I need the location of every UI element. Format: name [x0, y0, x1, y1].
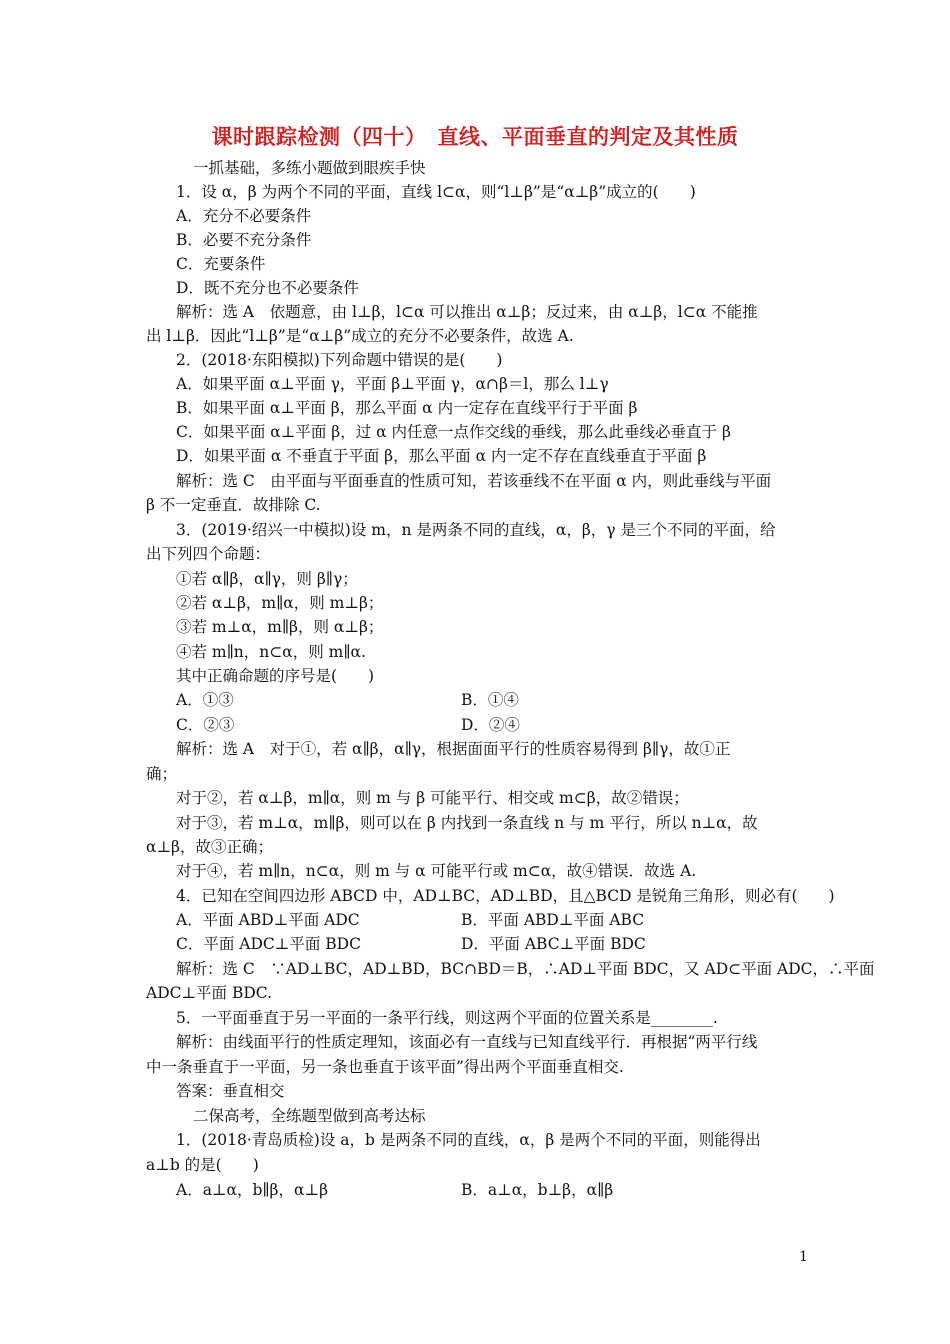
page-title: 课时跟踪检测（四十） 直线、平面垂直的判定及其性质 — [211, 125, 739, 149]
q4-option-c: C．平面 ADC⊥平面 BDC — [176, 935, 361, 953]
q1-analysis-line1: 解析：选 A 依题意，由 l⊥β，l⊂α 可以推出 α⊥β；反过来，由 α⊥β，l⊂α 不能推 — [176, 303, 758, 321]
question-5: 5．一平面垂直于另一平面的一条平行线，则这两个平面的位置关系是________. — [176, 1009, 718, 1027]
q3-analysis-line3: 对于②，若 α⊥β，m∥α，则 m 与 β 可能平行、相交或 m⊂β，故②错误； — [176, 789, 689, 807]
q3-option-b: B．①④ — [461, 691, 519, 709]
q4-option-b: B．平面 ABD⊥平面 ABC — [461, 911, 645, 929]
q3-option-d: D．②④ — [461, 716, 520, 734]
q3-analysis-line4: 对于③，若 m⊥α，m∥β，则可以在 β 内找到一条直线 n 与 m 平行，所以 n⊥α，故 — [176, 814, 758, 832]
exam-q1-option-b: B．a⊥α，b⊥β，α∥β — [461, 1181, 614, 1199]
q3-proposition-2: ②若 α⊥β，m∥α，则 m⊥β； — [176, 594, 384, 612]
question-4: 4．已知在空间四边形 ABCD 中，AD⊥BC，AD⊥BD，且△BCD 是锐角三角形，则必有( ) — [176, 887, 835, 905]
section-heading-basic: 一抓基础，多练小题做到眼疾手快 — [193, 159, 426, 177]
q4-option-d: D．平面 ABC⊥平面 BDC — [461, 935, 646, 953]
q1-option-b: B．必要不充分条件 — [176, 231, 312, 249]
page-number: 1 — [799, 1249, 808, 1265]
q2-option-d: D．如果平面 α 不垂直于平面 β，那么平面 α 内一定不存在直线垂直于平面 β — [176, 447, 707, 465]
q4-analysis-line1: 解析：选 C ∵AD⊥BC，AD⊥BD，BC∩BD＝B，∴AD⊥平面 BDC，又 AD⊂平面 ADC，∴平面 — [176, 960, 875, 978]
q3-proposition-1: ①若 α∥β，α∥γ，则 β∥γ； — [176, 570, 358, 588]
q1-option-a: A．充分不必要条件 — [176, 207, 312, 225]
q3-analysis-line6: 对于④，若 m∥n，n⊂α，则 m 与 α 可能平行或 m⊂α，故④错误．故选 A. — [176, 862, 697, 880]
question-3: 3．(2019·绍兴一中模拟)设 m，n 是两条不同的直线，α，β，γ 是三个不同的平面，给 — [176, 521, 776, 539]
q5-analysis-line1: 解析：由线面平行的性质定理知，该面必有一直线与已知直线平行．再根据“两平行线 — [176, 1033, 758, 1051]
q3-proposition-3: ③若 m⊥α，m∥β，则 α⊥β； — [176, 618, 384, 636]
q5-analysis-line2: 中一条垂直于一平面，另一条也垂直于该平面”得出两个平面垂直相交. — [146, 1058, 624, 1076]
q2-option-c: C．如果平面 α⊥平面 β，过 α 内任意一点作交线的垂线，那么此垂线必垂直于 β — [176, 423, 731, 441]
q3-proposition-4: ④若 m∥n，n⊂α，则 m∥α. — [176, 643, 366, 661]
exam-question-1-cont: a⊥b 的是( ) — [146, 1156, 259, 1174]
q2-analysis-line2: β 不一定垂直．故排除 C. — [146, 496, 321, 514]
q3-option-a: A．①③ — [176, 691, 234, 709]
q3-analysis-line1: 解析：选 A 对于①，若 α∥β，α∥γ，根据面面平行的性质容易得到 β∥γ，故①正 — [176, 740, 731, 758]
q1-option-c: C．充要条件 — [176, 255, 266, 273]
exam-q1-option-a: A．a⊥α，b∥β，α⊥β — [176, 1181, 329, 1199]
q1-option-d: D．既不充分也不必要条件 — [176, 279, 359, 297]
q3-option-c: C．②③ — [176, 716, 235, 734]
exam-question-1: 1．(2018·青岛质检)设 a，b 是两条不同的直线，α，β 是两个不同的平面，则能得出 — [176, 1131, 761, 1149]
q2-analysis-line1: 解析：选 C 由平面与平面垂直的性质可知，若该垂线不在平面 α 内，则此垂线与平面 — [176, 472, 772, 490]
q3-analysis-line5: α⊥β，故③正确； — [146, 838, 274, 856]
q5-answer: 答案：垂直相交 — [176, 1082, 285, 1100]
q4-option-a: A．平面 ABD⊥平面 ADC — [176, 911, 360, 929]
q3-prompt: 其中正确命题的序号是( ) — [176, 667, 375, 685]
section-heading-exam: 二保高考，全练题型做到高考达标 — [193, 1107, 426, 1125]
q2-option-a: A．如果平面 α⊥平面 γ，平面 β⊥平面 γ，α∩β＝l，那么 l⊥γ — [176, 375, 609, 393]
q3-analysis-line2: 确； — [146, 765, 178, 783]
question-3-cont: 出下列四个命题： — [146, 545, 271, 563]
q4-analysis-line2: ADC⊥平面 BDC. — [146, 984, 273, 1002]
question-1: 1．设 α，β 为两个不同的平面，直线 l⊂α，则“l⊥β”是“α⊥β”成立的( ) — [176, 183, 696, 201]
q1-analysis-line2: 出 l⊥β．因此“l⊥β”是“α⊥β”成立的充分不必要条件，故选 A. — [146, 327, 574, 345]
q2-option-b: B．如果平面 α⊥平面 β，那么平面 α 内一定存在直线平行于平面 β — [176, 399, 638, 417]
question-2: 2．(2018·东阳模拟)下列命题中错误的是( ) — [176, 351, 503, 369]
